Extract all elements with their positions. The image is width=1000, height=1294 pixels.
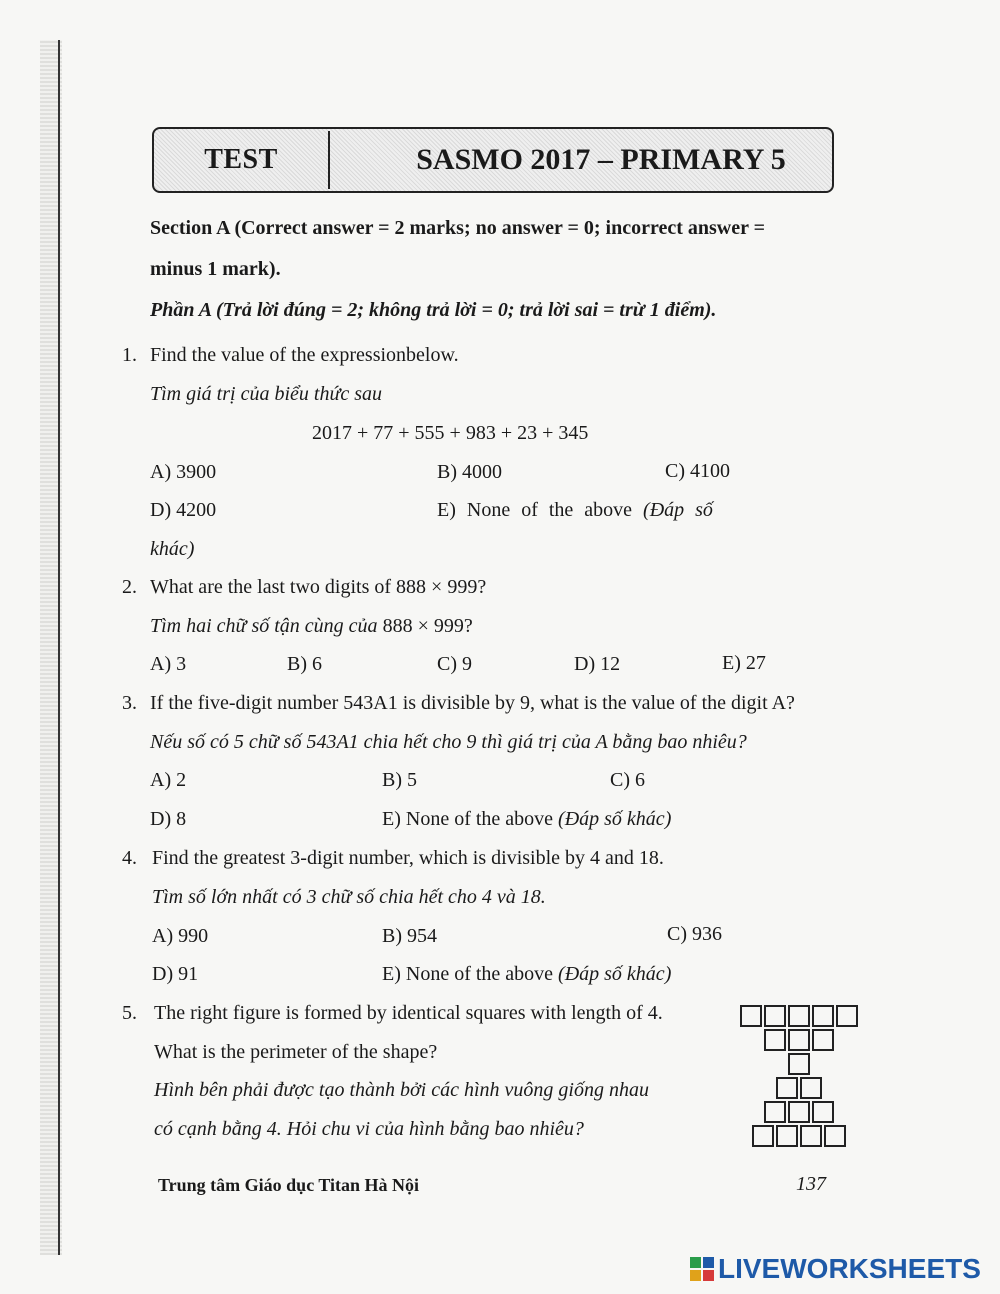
question-number: 5. <box>122 1002 137 1024</box>
square <box>764 1029 786 1051</box>
question-text: Find the greatest 3-digit number, which is divisible by 4 and 18. <box>152 847 664 869</box>
option-e[interactable]: E) 27 <box>722 652 766 674</box>
square <box>812 1029 834 1051</box>
option-e-label: E) None of the above <box>382 963 554 985</box>
option-b[interactable]: B) 5 <box>382 769 417 791</box>
option-e-label: E) None of the above <box>437 499 633 521</box>
square <box>788 1029 810 1051</box>
square <box>824 1125 846 1147</box>
question-number: 2. <box>122 576 137 598</box>
square <box>788 1053 810 1075</box>
watermark-text: LIVEWORKSHEETS <box>718 1253 981 1284</box>
question-text: What are the last two digits of 888 × 999? <box>150 576 487 598</box>
option-e-vi: (Đáp số khác) <box>558 963 672 985</box>
question-text-line2: What is the perimeter of the shape? <box>154 1041 438 1063</box>
squares-figure <box>740 1005 865 1155</box>
square <box>788 1005 810 1027</box>
option-e-vi: (Đáp số <box>643 499 713 521</box>
question-text-vi-part: Tìm hai chữ số tận cùng của <box>150 615 378 637</box>
option-a[interactable]: A) 3 <box>150 653 187 675</box>
option-a[interactable]: A) 990 <box>152 925 209 947</box>
exam-title: SASMO 2017 – PRIMARY 5 <box>416 143 786 176</box>
option-c[interactable]: C) 6 <box>610 769 645 791</box>
section-instructions-vi: Phần A (Trả lời đúng = 2; không trả lời = 0; trả lời sai = trừ 1 điểm). <box>150 299 717 321</box>
question-text-vi: Nếu số có 5 chữ số 543A1 chia hết cho 9 thì giá trị của A bằng bao nhiêu? <box>150 731 747 753</box>
question-text-vi: Tìm số lớn nhất có 3 chữ số chia hết cho 4 và 18. <box>152 886 546 908</box>
square <box>800 1125 822 1147</box>
option-d[interactable]: D) 8 <box>150 808 187 830</box>
square <box>800 1077 822 1099</box>
option-b[interactable]: B) 4000 <box>437 461 502 483</box>
option-e[interactable] <box>382 808 671 831</box>
question-text: If the five-digit number 543A1 is divisible by 9, what is the value of the digit A? <box>150 692 795 714</box>
option-c[interactable]: C) 936 <box>667 923 722 945</box>
option-b[interactable]: B) 6 <box>287 653 322 675</box>
binding-line <box>58 40 60 1255</box>
question-text-vi: Tìm giá trị của biểu thức sau <box>150 383 383 405</box>
option-e-vi: (Đáp số khác) <box>558 808 672 830</box>
section-instructions-line1: Section A (Correct answer = 2 marks; no answer = 0; incorrect answer = <box>150 217 766 239</box>
option-e[interactable] <box>382 963 671 986</box>
expression: 2017 + 77 + 555 + 983 + 23 + 345 <box>312 422 589 444</box>
square <box>776 1125 798 1147</box>
square <box>836 1005 858 1027</box>
question-text: Find the value of the expressionbelow. <box>150 344 459 366</box>
square <box>764 1101 786 1123</box>
square <box>752 1125 774 1147</box>
option-a[interactable]: A) 2 <box>150 769 187 791</box>
question-text-vi <box>150 615 473 638</box>
question-text-line1: The right figure is formed by identical squares with length of 4. <box>154 1002 663 1024</box>
option-e-vi-continued: khác) <box>150 538 195 560</box>
question-text-vi-line2: có cạnh bằng 4. Hỏi chu vi của hình bằng bao nhiêu? <box>154 1118 584 1140</box>
test-label: TEST <box>154 131 330 189</box>
section-instructions-line2: minus 1 mark). <box>150 258 281 280</box>
option-e-label: E) None of the above <box>382 808 554 830</box>
question-number: 4. <box>122 847 137 869</box>
square <box>764 1005 786 1027</box>
question-number: 1. <box>122 344 137 366</box>
option-d[interactable]: D) 91 <box>152 963 199 985</box>
page-number: 137 <box>796 1173 826 1195</box>
question-text-vi-line1: Hình bên phải được tạo thành bởi các hình vuông giống nhau <box>154 1079 649 1101</box>
option-a[interactable]: A) 3900 <box>150 461 217 483</box>
square <box>788 1101 810 1123</box>
footer-center-name: Trung tâm Giáo dục Titan Hà Nội <box>158 1175 420 1195</box>
liveworksheets-logo-icon <box>690 1257 714 1281</box>
option-d[interactable]: D) 4200 <box>150 499 217 521</box>
option-e[interactable] <box>437 499 713 522</box>
option-b[interactable]: B) 954 <box>382 925 437 947</box>
option-c[interactable]: C) 4100 <box>665 460 730 482</box>
option-c[interactable]: C) 9 <box>437 653 472 675</box>
square <box>812 1005 834 1027</box>
test-header <box>152 127 834 193</box>
question-text-vi-math: 888 × 999? <box>382 615 473 637</box>
square <box>812 1101 834 1123</box>
square <box>776 1077 798 1099</box>
option-d[interactable]: D) 12 <box>574 653 621 675</box>
question-number: 3. <box>122 692 137 714</box>
square <box>740 1005 762 1027</box>
liveworksheets-watermark <box>690 1253 981 1285</box>
